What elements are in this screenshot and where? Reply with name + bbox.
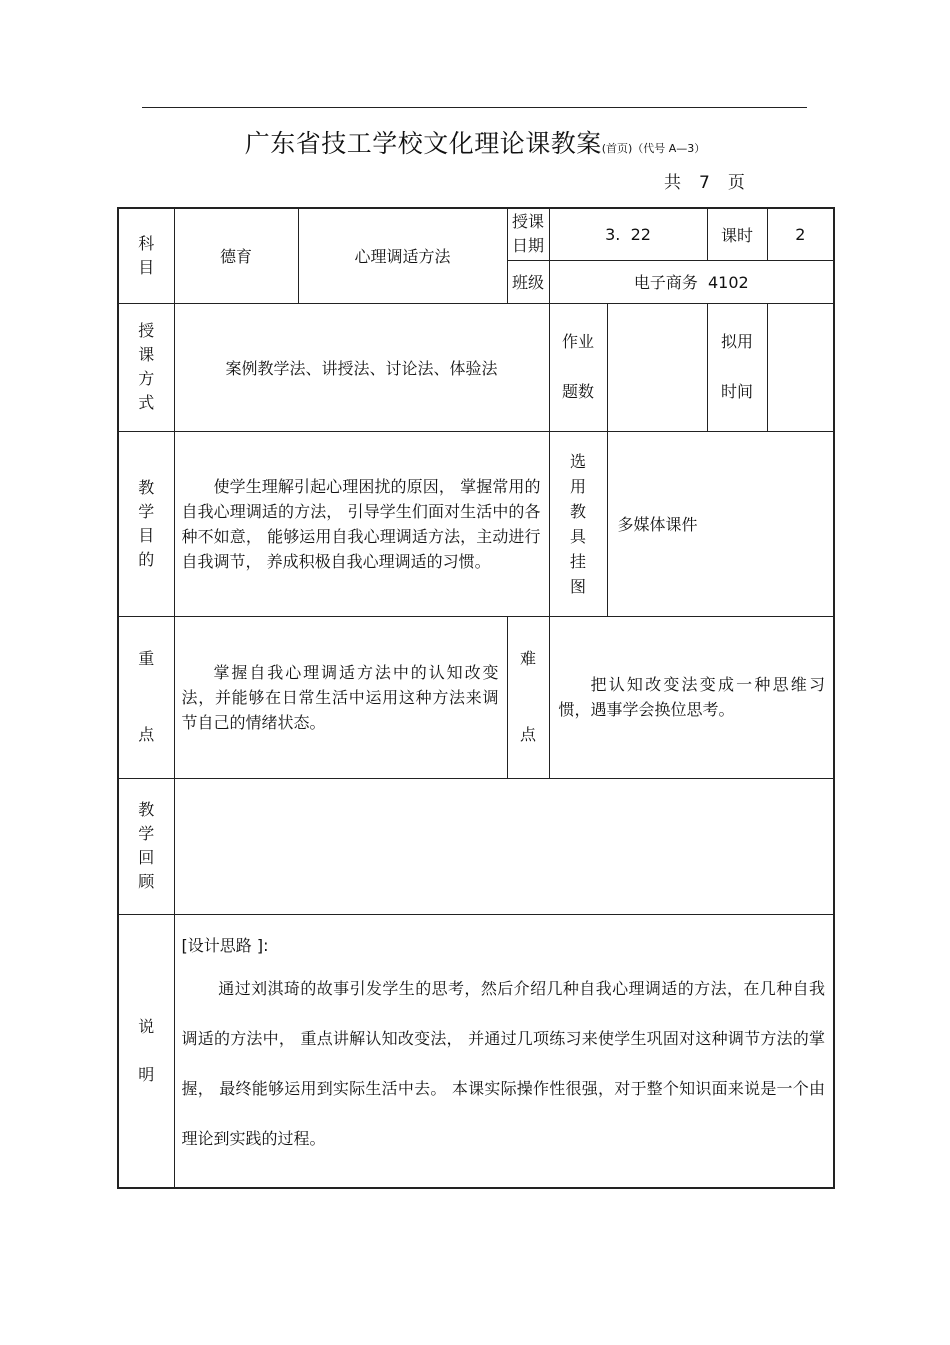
method-label-2: 课 [138, 345, 155, 364]
objective-text: 使学生理解引起心理困扰的原因， 掌握常用的自我心理调适的方法， 引导学生们面对生活中的各种不如意， 能够运用自我心理调适方法，主动进行自我调节， 养成积极自我心理调适的习惯。 [181, 476, 541, 571]
date-label-2: 日期 [512, 236, 545, 256]
planned-time-label-2: 时间 [721, 382, 754, 401]
homework-value [607, 303, 707, 431]
class-value: 电子商务 4102 [549, 260, 834, 303]
subject-value: 德育 [174, 208, 298, 303]
tools-label [549, 431, 607, 616]
key-point-label-2: 点 [138, 725, 155, 744]
page-count-suffix: 页 [727, 173, 745, 193]
hours-label: 课时 [707, 208, 767, 260]
key-point-label-1: 重 [138, 649, 155, 668]
page-count-number: 7 [699, 173, 710, 193]
method-label [118, 303, 174, 431]
notes-label-1: 说 [138, 1016, 155, 1036]
header-rule [142, 107, 807, 108]
difficulty-label-1: 难 [520, 649, 537, 668]
tools-label-3: 教 [570, 501, 587, 521]
topic-value: 心理调适方法 [298, 208, 507, 303]
method-label-4: 式 [138, 393, 155, 412]
tools-value: 多媒体课件 [607, 431, 834, 616]
tools-label-2: 用 [570, 476, 587, 496]
review-label-2: 学 [138, 824, 155, 843]
tools-label-5: 挂 [570, 551, 587, 571]
key-point-text: 掌握自我心理调适方法中的认知改变法，并能够在日常生活中运用这种方法来调节自己的情绪状态。 [181, 662, 499, 732]
date-value: 3. 22 [549, 208, 707, 260]
subject-label-2: 目 [138, 257, 155, 277]
page-count [664, 168, 745, 193]
date-label-1: 授课 [512, 212, 545, 232]
document-title [0, 124, 950, 160]
planned-time-label [707, 303, 767, 431]
difficulty-label-2: 点 [520, 725, 537, 744]
notes-heading: [设计思路 ]: [181, 935, 269, 955]
notes-cell [174, 914, 834, 1188]
notes-label [118, 914, 174, 1188]
difficulty-text: 把认知改变法变成一种思维习惯，遇事学会换位思考。 [558, 675, 826, 719]
objective-label-1: 教 [138, 477, 155, 497]
objective-label [118, 431, 174, 616]
tools-label-6: 图 [570, 576, 587, 596]
objective-label-2: 学 [138, 501, 155, 521]
key-point-label [118, 616, 174, 778]
review-label-3: 回 [138, 848, 155, 867]
planned-time-label-1: 拟用 [721, 332, 754, 351]
hours-value: 2 [767, 208, 834, 260]
subject-label-1: 科 [138, 233, 155, 253]
review-label-1: 教 [138, 800, 155, 819]
page-count-prefix: 共 [664, 173, 681, 193]
tools-label-1: 选 [570, 451, 587, 471]
tools-label-4: 具 [570, 526, 587, 546]
lesson-plan-table [117, 207, 835, 1189]
planned-time-value [767, 303, 834, 431]
subject-label [118, 208, 174, 303]
objective-label-4: 的 [138, 549, 155, 569]
review-value [174, 778, 834, 914]
method-value: 案例教学法、讲授法、讨论法、体验法 [174, 303, 549, 431]
review-label [118, 778, 174, 914]
objective-label-3: 目 [138, 525, 155, 545]
method-label-1: 授 [138, 321, 155, 340]
title-main: 广东省技工学校文化理论课教案 [244, 129, 602, 158]
notes-label-2: 明 [138, 1064, 155, 1084]
homework-label [549, 303, 607, 431]
title-subtitle: (首页)（代号 A—3） [601, 142, 706, 155]
notes-text: 通过刘淇琦的故事引发学生的思考，然后介绍几种自我心理调适的方法，在几种自我调适的方法中， 重点讲解认知改变法， 并通过几项练习来使学生巩固对这种调节方法的掌握， 最终能够运用到实际生活中去。 本课实际操作性很强，对于整个知识面来说是一个由理论到实践的过程。 [181, 978, 826, 1148]
date-label [507, 208, 549, 260]
homework-label-2: 题数 [562, 382, 595, 401]
difficulty-label [507, 616, 549, 778]
method-label-3: 方 [138, 369, 155, 388]
class-label: 班级 [507, 260, 549, 303]
review-label-4: 顾 [138, 872, 155, 891]
homework-label-1: 作业 [562, 332, 595, 351]
